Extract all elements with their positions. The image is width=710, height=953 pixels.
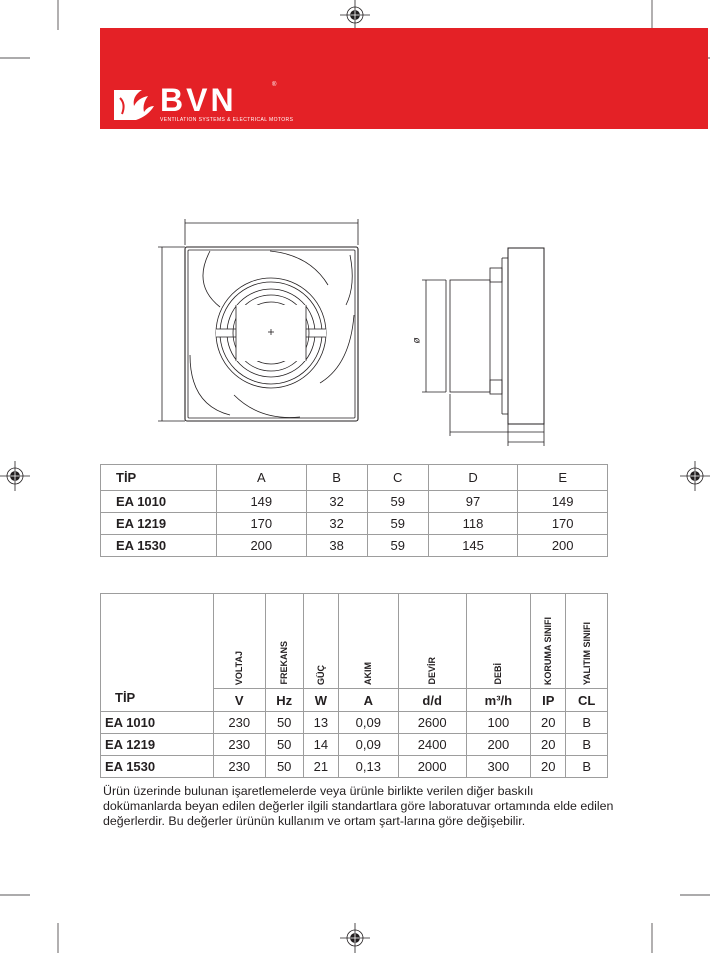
- spec-cell-type: EA 1530: [101, 756, 214, 778]
- dim-cell: 97: [428, 491, 518, 513]
- table-row: [101, 513, 608, 535]
- unit-label: d/d: [398, 689, 466, 712]
- spec-header-protection-class: KORUMA SINIFI: [531, 594, 566, 689]
- spec-cell: 2600: [398, 712, 466, 734]
- unit-label: Hz: [265, 689, 303, 712]
- unit-label: IP: [531, 689, 566, 712]
- spec-cell-type: EA 1219: [101, 734, 214, 756]
- dim-cell: 118: [428, 513, 518, 535]
- unit-label: m³/h: [466, 689, 531, 712]
- spec-cell: 20: [531, 756, 566, 778]
- spec-cell: 2000: [398, 756, 466, 778]
- fan-front-view-drawing: [150, 215, 410, 465]
- spec-cell: 20: [531, 712, 566, 734]
- dim-cell: 170: [217, 513, 307, 535]
- brand-logo: [112, 78, 292, 128]
- fan-side-view-drawing: [410, 240, 560, 455]
- spec-cell: 230: [214, 712, 266, 734]
- spec-header-type: TİP: [101, 594, 214, 712]
- dim-cell: 59: [367, 513, 428, 535]
- table-row: [101, 712, 608, 734]
- dimensions-table: [100, 464, 608, 557]
- spec-cell-type: EA 1010: [101, 712, 214, 734]
- registration-mark-left: [0, 461, 30, 491]
- dim-header-b: B: [306, 465, 367, 491]
- unit-label: A: [338, 689, 398, 712]
- registration-mark-top: [340, 0, 370, 30]
- dim-header-a: A: [217, 465, 307, 491]
- brand-name: BVN: [160, 82, 237, 118]
- unit-label: CL: [566, 689, 608, 712]
- dim-header-d: D: [428, 465, 518, 491]
- brand-tagline: VENTILATION SYSTEMS & ELECTRICAL MOTORS: [160, 117, 294, 123]
- dim-header-type: TİP: [101, 465, 217, 491]
- spec-header-insulation-class: YALITIM SINIFI: [566, 594, 608, 689]
- table-row: [101, 756, 608, 778]
- dim-cell: 149: [518, 491, 608, 513]
- spec-cell: 50: [265, 734, 303, 756]
- dim-cell: 145: [428, 535, 518, 557]
- spec-cell: 200: [466, 734, 531, 756]
- spec-cell: 50: [265, 756, 303, 778]
- spec-cell: B: [566, 756, 608, 778]
- diameter-symbol: ø: [411, 337, 423, 344]
- spec-header-speed: DEVİR: [398, 594, 466, 689]
- spec-cell: 230: [214, 756, 266, 778]
- table-row: [101, 535, 608, 557]
- spec-header-airflow: DEBİ: [466, 594, 531, 689]
- spec-cell: 0,09: [338, 734, 398, 756]
- registration-mark-right: [680, 461, 710, 491]
- spec-cell: 230: [214, 734, 266, 756]
- dim-cell: 200: [217, 535, 307, 557]
- spec-header-voltage: VOLTAJ: [214, 594, 266, 689]
- spec-cell: 0,13: [338, 756, 398, 778]
- dim-header-c: C: [367, 465, 428, 491]
- brand-registered-mark: ®: [272, 82, 277, 88]
- spec-cell: B: [566, 712, 608, 734]
- specs-table: [100, 593, 608, 778]
- spec-cell: 300: [466, 756, 531, 778]
- dim-cell: 59: [367, 535, 428, 557]
- registration-mark-bottom: [340, 923, 370, 953]
- spec-header-current: AKIM: [338, 594, 398, 689]
- disclaimer-note: Ürün üzerinde bulunan işaretlemelerde veya ürünle birlikte verilen diğer baskılı dokümanlarda beyan edilen değerler ilgili standartlara göre laboratuvar ortamında elde edilen değerlerdir. Bu değerler ürünün kullanım ve ortam şart-larına göre değişebilir.: [103, 784, 614, 829]
- unit-label: V: [214, 689, 266, 712]
- dim-cell-type: EA 1010: [101, 491, 217, 513]
- dim-cell: 32: [306, 513, 367, 535]
- table-row: [101, 734, 608, 756]
- unit-label: W: [303, 689, 338, 712]
- dim-cell-type: EA 1530: [101, 535, 217, 557]
- spec-cell: 100: [466, 712, 531, 734]
- dim-cell: 200: [518, 535, 608, 557]
- spec-header-frequency: FREKANS: [265, 594, 303, 689]
- spec-cell: 0,09: [338, 712, 398, 734]
- dim-header-e: E: [518, 465, 608, 491]
- dim-cell: 149: [217, 491, 307, 513]
- spec-cell: 50: [265, 712, 303, 734]
- dim-cell: 59: [367, 491, 428, 513]
- spec-cell: 20: [531, 734, 566, 756]
- table-row: [101, 491, 608, 513]
- dim-cell-type: EA 1219: [101, 513, 217, 535]
- dim-cell: 170: [518, 513, 608, 535]
- spec-cell: 13: [303, 712, 338, 734]
- spec-cell: 2400: [398, 734, 466, 756]
- dim-cell: 38: [306, 535, 367, 557]
- spec-header-power: GÜÇ: [303, 594, 338, 689]
- spec-cell: 14: [303, 734, 338, 756]
- spec-cell: 21: [303, 756, 338, 778]
- dim-cell: 32: [306, 491, 367, 513]
- wing-icon: [112, 84, 156, 124]
- spec-cell: B: [566, 734, 608, 756]
